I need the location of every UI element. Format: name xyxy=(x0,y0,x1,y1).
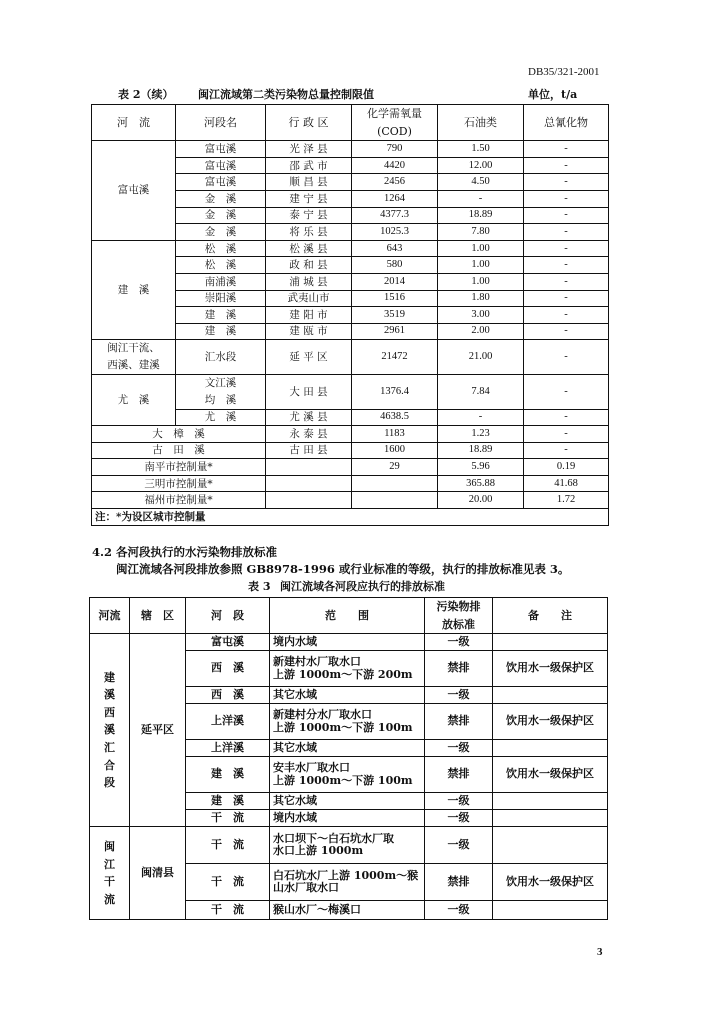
district-cell: 闽清县 xyxy=(130,827,186,920)
table-row xyxy=(92,459,609,476)
district-cell: 将 乐 县 xyxy=(266,224,352,241)
remark-cell: 饮用水一级保护区 xyxy=(493,864,608,901)
header-cell: 行 政 区 xyxy=(266,105,352,141)
oil-cell: 365.88 xyxy=(438,475,524,492)
table-row xyxy=(92,492,609,509)
cyanide-cell: - xyxy=(524,190,609,207)
table3-caption: 表 3 xyxy=(248,580,271,593)
river-cell: 尤 溪 xyxy=(92,374,176,425)
cyanide-cell: - xyxy=(524,273,609,290)
table-row xyxy=(92,240,609,257)
header-cell: 污染物排 放标准 xyxy=(425,598,493,634)
river-cell: 闽 江 干 流 xyxy=(90,827,130,920)
oil-cell: 1.00 xyxy=(438,257,524,274)
header-cell: 辖 区 xyxy=(130,598,186,634)
table2-title: 闽江流域第二类污染物总量控制限值 xyxy=(198,88,374,101)
header-cell: 石油类 xyxy=(438,105,524,141)
cyanide-cell: 1.72 xyxy=(524,492,609,509)
segment-cell: 尤 溪 xyxy=(176,409,266,426)
table-row xyxy=(92,340,609,375)
oil-cell: 7.84 xyxy=(438,374,524,409)
cod-cell xyxy=(352,492,438,509)
scope-cell: 新建村分水厂取水口 上游 1000m～下游 100m xyxy=(270,704,425,740)
page-number: 3 xyxy=(597,946,603,958)
remark-cell xyxy=(493,634,608,651)
cod-cell: 2456 xyxy=(352,174,438,191)
cod-cell: 21472 xyxy=(352,340,438,375)
cyanide-cell: - xyxy=(524,257,609,274)
cyanide-cell: - xyxy=(524,207,609,224)
cod-cell: 790 xyxy=(352,141,438,158)
section-heading: 4.2 各河段执行的水污染物排放标准 xyxy=(92,545,278,559)
table-row xyxy=(92,105,609,141)
cod-cell: 643 xyxy=(352,240,438,257)
district-cell: 建 阳 市 xyxy=(266,307,352,324)
segment-cell: 金 溪 xyxy=(176,190,266,207)
remark-cell: 饮用水一级保护区 xyxy=(493,757,608,793)
district-cell: 武夷山市 xyxy=(266,290,352,307)
cyanide-cell: - xyxy=(524,442,609,459)
segment-cell: 松 溪 xyxy=(176,240,266,257)
header-cell: 河 流 xyxy=(92,105,176,141)
cod-cell: 4420 xyxy=(352,157,438,174)
scope-cell: 水口坝下～白石坑水厂取 水口上游 1000m xyxy=(270,827,425,864)
oil-cell: 1.50 xyxy=(438,141,524,158)
district-cell: 邵 武 市 xyxy=(266,157,352,174)
oil-cell: - xyxy=(438,409,524,426)
header-cell: 河流 xyxy=(90,598,130,634)
empty-cell xyxy=(266,459,352,476)
segment-cell: 上洋溪 xyxy=(186,740,270,757)
empty-cell xyxy=(266,492,352,509)
segment-cell: 干 流 xyxy=(186,827,270,864)
remark-cell xyxy=(493,810,608,827)
header-cell: 总氰化物 xyxy=(524,105,609,141)
standard-cell: 禁排 xyxy=(425,651,493,687)
oil-cell: 4.50 xyxy=(438,174,524,191)
oil-cell: 1.00 xyxy=(438,273,524,290)
cyanide-cell: - xyxy=(524,374,609,409)
table-row xyxy=(90,634,608,651)
standard-cell: 一级 xyxy=(425,740,493,757)
segment-cell: 松 溪 xyxy=(176,257,266,274)
district-cell: 政 和 县 xyxy=(266,257,352,274)
district-cell: 泰 宁 县 xyxy=(266,207,352,224)
scope-cell: 白石坑水厂上游 1000m～猴 山水厂取水口 xyxy=(270,864,425,901)
table-row xyxy=(92,426,609,443)
oil-cell: - xyxy=(438,190,524,207)
remark-cell xyxy=(493,687,608,704)
cyanide-cell: - xyxy=(524,307,609,324)
cod-cell: 1183 xyxy=(352,426,438,443)
header-cell: 范 围 xyxy=(270,598,425,634)
oil-cell: 5.96 xyxy=(438,459,524,476)
district-cell: 建 宁 县 xyxy=(266,190,352,207)
segment-cell: 文江溪 均 溪 xyxy=(176,374,266,409)
oil-cell: 20.00 xyxy=(438,492,524,509)
scope-cell: 境内水域 xyxy=(270,634,425,651)
district-cell: 延平区 xyxy=(130,634,186,827)
cyanide-cell: 0.19 xyxy=(524,459,609,476)
scope-cell: 新建村水厂取水口 上游 1000m～下游 200m xyxy=(270,651,425,687)
scope-cell: 安丰水厂取水口 上游 1000m～下游 100m xyxy=(270,757,425,793)
remark-cell xyxy=(493,740,608,757)
cod-cell: 580 xyxy=(352,257,438,274)
segment-cell: 富屯溪 xyxy=(186,634,270,651)
cyanide-cell: - xyxy=(524,141,609,158)
segment-cell: 金 溪 xyxy=(176,207,266,224)
district-cell: 建 瓯 市 xyxy=(266,323,352,340)
district-cell: 光 泽 县 xyxy=(266,141,352,158)
section-paragraph: 闽江流域各河段排放参照 GB8978-1996 或行业标准的等级，执行的排放标准见表 3。 xyxy=(116,562,570,576)
cod-cell: 1376.4 xyxy=(352,374,438,409)
segment-cell: 建 溪 xyxy=(186,757,270,793)
district-cell: 浦 城 县 xyxy=(266,273,352,290)
river-cell: 大 樟 溪 xyxy=(92,426,266,443)
river-cell: 富屯溪 xyxy=(92,141,176,241)
table-row xyxy=(92,475,609,492)
standard-cell: 一级 xyxy=(425,793,493,810)
city-total-label: 南平市控制量* xyxy=(92,459,266,476)
oil-cell: 21.00 xyxy=(438,340,524,375)
city-total-label: 三明市控制量* xyxy=(92,475,266,492)
segment-cell: 建 溪 xyxy=(186,793,270,810)
scope-cell: 猴山水厂～梅溪口 xyxy=(270,901,425,920)
cyanide-cell: - xyxy=(524,224,609,241)
river-cell: 建 溪 xyxy=(92,240,176,340)
standard-cell: 禁排 xyxy=(425,757,493,793)
segment-cell: 西 溪 xyxy=(186,651,270,687)
remark-cell xyxy=(493,793,608,810)
standard-cell: 一级 xyxy=(425,901,493,920)
scope-cell: 其它水域 xyxy=(270,687,425,704)
standard-cell: 一级 xyxy=(425,634,493,651)
cyanide-cell: - xyxy=(524,340,609,375)
oil-cell: 1.23 xyxy=(438,426,524,443)
cyanide-cell: - xyxy=(524,157,609,174)
cyanide-cell: 41.68 xyxy=(524,475,609,492)
table-note: 注：*为设区城市控制量 xyxy=(92,509,609,526)
empty-cell xyxy=(266,475,352,492)
scope-cell: 其它水域 xyxy=(270,793,425,810)
cyanide-cell: - xyxy=(524,174,609,191)
table2-pollutant-limits xyxy=(91,104,609,526)
cyanide-cell: - xyxy=(524,290,609,307)
oil-cell: 2.00 xyxy=(438,323,524,340)
remark-cell: 饮用水一级保护区 xyxy=(493,704,608,740)
standard-cell: 一级 xyxy=(425,810,493,827)
segment-cell: 富屯溪 xyxy=(176,141,266,158)
segment-cell: 崇阳溪 xyxy=(176,290,266,307)
district-cell: 顺 昌 县 xyxy=(266,174,352,191)
oil-cell: 12.00 xyxy=(438,157,524,174)
district-cell: 大 田 县 xyxy=(266,374,352,409)
cod-cell: 1025.3 xyxy=(352,224,438,241)
table3-discharge-standards xyxy=(89,597,608,920)
segment-cell: 富屯溪 xyxy=(176,174,266,191)
segment-cell: 金 溪 xyxy=(176,224,266,241)
cod-cell: 2961 xyxy=(352,323,438,340)
oil-cell: 3.00 xyxy=(438,307,524,324)
cod-cell: 4638.5 xyxy=(352,409,438,426)
oil-cell: 1.00 xyxy=(438,240,524,257)
scope-cell: 其它水域 xyxy=(270,740,425,757)
table-row xyxy=(92,509,609,526)
river-cell: 古 田 溪 xyxy=(92,442,266,459)
segment-cell: 建 溪 xyxy=(176,307,266,324)
district-cell: 古 田 县 xyxy=(266,442,352,459)
cod-cell: 1600 xyxy=(352,442,438,459)
table-row xyxy=(92,141,609,158)
document-code: DB35/321-2001 xyxy=(528,66,600,78)
table-row xyxy=(92,374,609,409)
segment-cell: 干 流 xyxy=(186,864,270,901)
table-row xyxy=(90,598,608,634)
oil-cell: 7.80 xyxy=(438,224,524,241)
table-row xyxy=(92,442,609,459)
segment-cell: 上洋溪 xyxy=(186,704,270,740)
table-row xyxy=(90,827,608,864)
segment-cell: 西 溪 xyxy=(186,687,270,704)
segment-cell: 汇水段 xyxy=(176,340,266,375)
remark-cell xyxy=(493,901,608,920)
table3-title: 闽江流域各河段应执行的排放标准 xyxy=(280,580,445,593)
cod-cell: 2014 xyxy=(352,273,438,290)
cod-cell: 3519 xyxy=(352,307,438,324)
table2-caption: 表 2（续） xyxy=(118,88,174,101)
segment-cell: 干 流 xyxy=(186,901,270,920)
header-cell: 河段名 xyxy=(176,105,266,141)
header-cell: 河 段 xyxy=(186,598,270,634)
header-cell: 化学需氧量 (COD) xyxy=(352,105,438,141)
standard-cell: 禁排 xyxy=(425,704,493,740)
segment-cell: 干 流 xyxy=(186,810,270,827)
river-cell: 建 溪 西 溪 汇 合 段 xyxy=(90,634,130,827)
segment-cell: 建 溪 xyxy=(176,323,266,340)
cyanide-cell: - xyxy=(524,426,609,443)
cyanide-cell: - xyxy=(524,323,609,340)
segment-cell: 富屯溪 xyxy=(176,157,266,174)
city-total-label: 福州市控制量* xyxy=(92,492,266,509)
cod-cell xyxy=(352,475,438,492)
cod-cell: 4377.3 xyxy=(352,207,438,224)
oil-cell: 18.89 xyxy=(438,207,524,224)
cod-cell: 29 xyxy=(352,459,438,476)
scope-cell: 境内水域 xyxy=(270,810,425,827)
segment-cell: 南浦溪 xyxy=(176,273,266,290)
header-cell: 备 注 xyxy=(493,598,608,634)
district-cell: 松 溪 县 xyxy=(266,240,352,257)
cyanide-cell: - xyxy=(524,240,609,257)
standard-cell: 一级 xyxy=(425,827,493,864)
district-cell: 延 平 区 xyxy=(266,340,352,375)
cod-cell: 1264 xyxy=(352,190,438,207)
standard-cell: 一级 xyxy=(425,687,493,704)
remark-cell: 饮用水一级保护区 xyxy=(493,651,608,687)
cod-cell: 1516 xyxy=(352,290,438,307)
standard-cell: 禁排 xyxy=(425,864,493,901)
district-cell: 尤 溪 县 xyxy=(266,409,352,426)
remark-cell xyxy=(493,827,608,864)
oil-cell: 1.80 xyxy=(438,290,524,307)
oil-cell: 18.89 xyxy=(438,442,524,459)
district-cell: 永 泰 县 xyxy=(266,426,352,443)
cyanide-cell: - xyxy=(524,409,609,426)
river-cell: 闽江干流、 西溪、建溪 xyxy=(92,340,176,375)
table2-unit: 单位，t/a xyxy=(528,88,578,101)
